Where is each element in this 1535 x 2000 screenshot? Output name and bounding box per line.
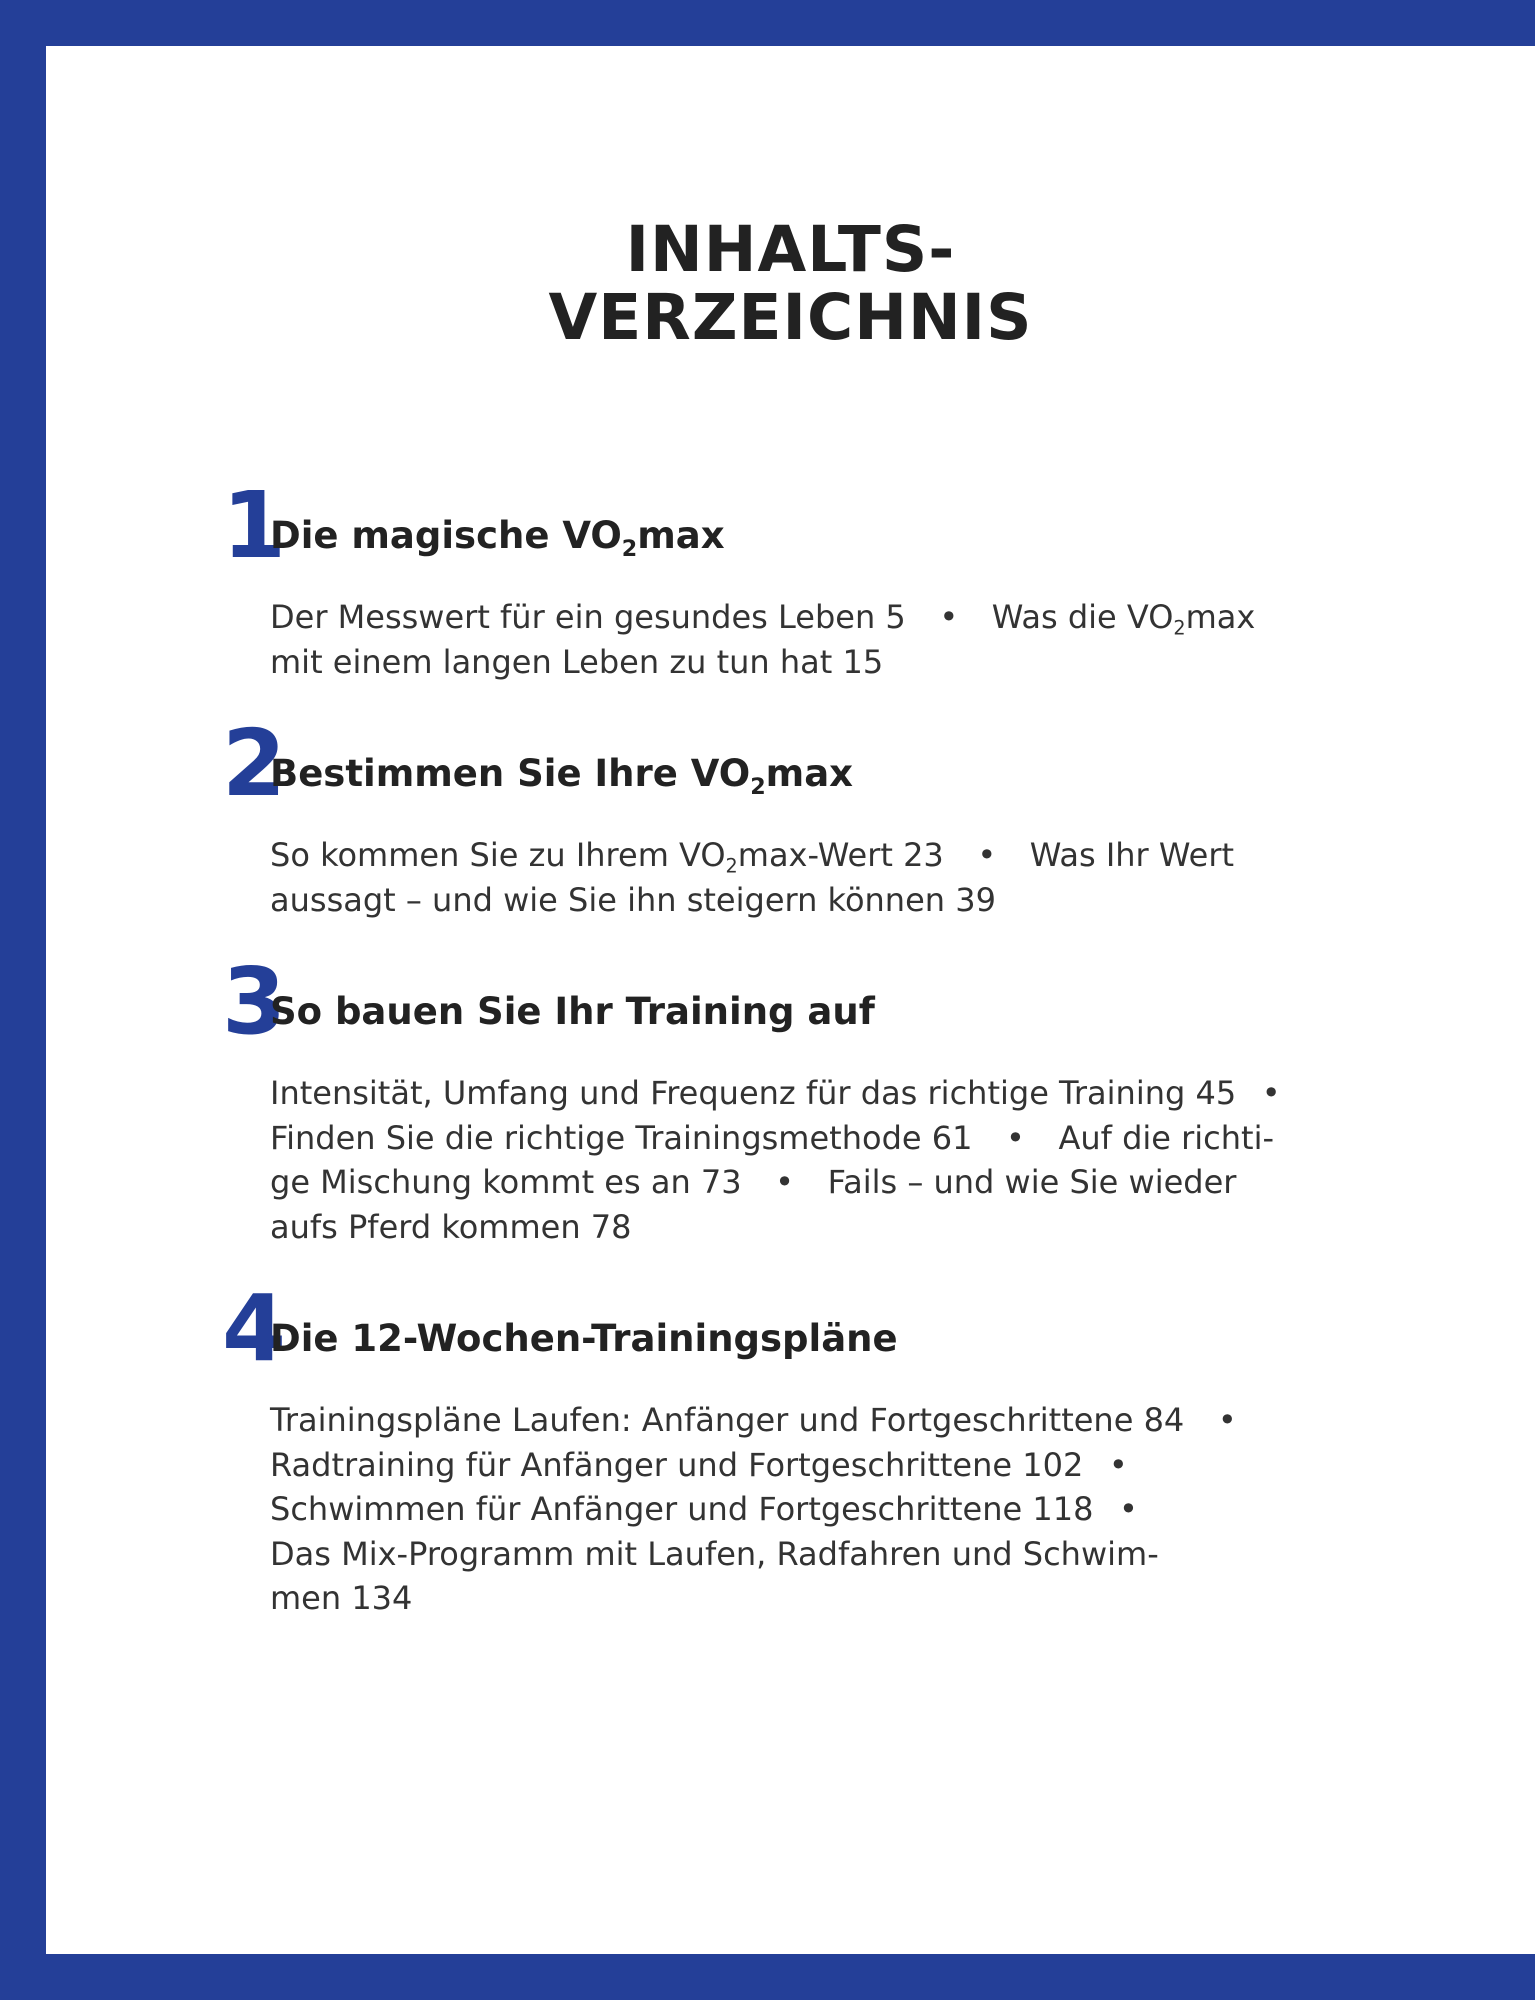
heading-text: Die magische VO [270,514,622,557]
entry-text: Fails – und wie Sie wieder [827,1163,1237,1201]
chapter-entries [270,1398,1390,1621]
entry-line[interactable] [270,1532,1390,1577]
chapter-number: 1 [221,472,286,579]
subscript: 2 [621,535,638,562]
title-line-2: VERZEICHNIS [548,281,1033,354]
title-line-1: INHALTS- [625,213,956,286]
heading-text: Die 12-Wochen-Trainingspläne [270,1317,898,1360]
subscript: 2 [750,773,766,800]
entry-line[interactable] [270,878,1390,923]
entry-text: max-Wert 23 [737,836,944,874]
entry-text: max [1185,598,1256,636]
chapter-number: 3 [221,948,286,1055]
bullet-separator: • [1108,1445,1128,1484]
bullet-separator: • [977,836,997,874]
entry-line[interactable] [270,833,1390,878]
bullet-separator: • [775,1163,795,1201]
entry-text: Auf die richti- [1058,1118,1275,1157]
entry-line[interactable] [270,1205,1390,1250]
entry-text: ge Mischung kommt es an 73 [270,1163,742,1201]
chapter-heading[interactable] [270,752,854,800]
entry-line[interactable] [270,595,1390,640]
entry-line[interactable] [270,1160,1390,1205]
bullet-separator: • [939,598,959,636]
heading-text: So bauen Sie Ihr Training auf [270,990,875,1033]
chapter-heading[interactable] [270,514,725,562]
entry-text: Der Messwert für ein gesundes Leben 5 [270,598,906,636]
entry-text: Finden Sie die richtige Trainingsmethode 61 [270,1118,973,1157]
heading-text: Bestimmen Sie Ihre VO [270,752,751,795]
entry-line[interactable] [270,1116,1390,1161]
entry-line[interactable] [270,1071,1390,1116]
bullet-separator: • [1006,1118,1025,1157]
chapter-heading[interactable] [270,990,875,1034]
heading-text-suffix: max [637,514,725,557]
chapter-number: 2 [221,710,286,817]
entry-text: Das Mix-Programm mit Laufen, Radfahren und Schwim- [270,1534,1159,1573]
entry-text: Intensität, Umfang und Frequenz für das richtige Training 45 [270,1074,1237,1112]
entry-text: men 134 [270,1579,413,1617]
bullet-separator: • [1119,1490,1138,1528]
entry-line[interactable] [270,1487,1390,1532]
chapter-entries [270,1071,1390,1249]
subscript: 2 [1173,616,1186,640]
chapter-entries [270,595,1390,684]
chapter-number: 4 [221,1275,286,1382]
entry-line[interactable] [270,640,1390,685]
entry-text: So kommen Sie zu Ihrem VO [270,836,726,874]
heading-text-suffix: max [765,752,854,795]
entry-text: aussagt – und wie Sie ihn steigern können 39 [270,880,996,919]
entry-text: mit einem langen Leben zu tun hat 15 [270,642,884,681]
page-title [46,213,1535,354]
chapter-heading[interactable] [270,1317,898,1361]
entry-text: Radtraining für Anfänger und Fortgeschrittene 102 [270,1445,1084,1484]
entry-text: Trainingspläne Laufen: Anfänger und Fortgeschrittene 84 [270,1401,1185,1439]
entry-text: Schwimmen für Anfänger und Fortgeschrittene 118 [270,1490,1094,1528]
subscript: 2 [725,854,738,878]
entry-text: Was die VO [991,598,1174,636]
entry-line[interactable] [270,1398,1390,1443]
entry-line[interactable] [270,1443,1390,1488]
bullet-separator: • [1261,1074,1281,1112]
entry-line[interactable] [270,1576,1390,1621]
bullet-separator: • [1217,1401,1237,1439]
entry-text: Was Ihr Wert [1029,836,1235,874]
entry-text: aufs Pferd kommen 78 [270,1207,632,1246]
chapter-entries [270,833,1390,922]
page [46,46,1535,1954]
